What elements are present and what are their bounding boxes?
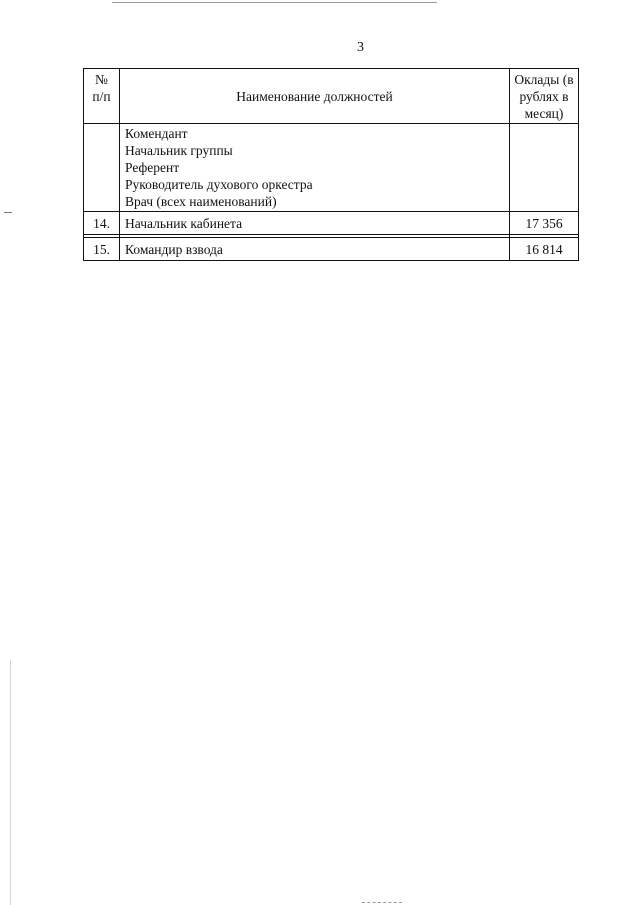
group-names-cell bbox=[120, 124, 510, 212]
group-salary-cell bbox=[510, 124, 579, 212]
position-name: Комендант bbox=[125, 126, 188, 141]
header-name bbox=[120, 69, 510, 124]
header-number-label: № п/п bbox=[92, 72, 111, 104]
position-name: Руководитель духового оркестра bbox=[125, 177, 313, 192]
scan-edge-line bbox=[10, 660, 11, 905]
bottom-scan-mark bbox=[362, 902, 402, 904]
header-name-label: Наименование должностей bbox=[236, 88, 393, 104]
header-salary bbox=[510, 69, 579, 124]
position-name: Начальник группы bbox=[125, 143, 233, 158]
group-number-cell bbox=[84, 124, 120, 212]
table-header-row bbox=[84, 69, 579, 124]
header-salary-label: Оклады (в рублях в месяц) bbox=[514, 72, 574, 121]
position-name: Врач (всех наименований) bbox=[125, 194, 277, 209]
position-name: Референт bbox=[125, 160, 180, 175]
table-row bbox=[84, 238, 579, 261]
header-number bbox=[84, 69, 120, 124]
top-scan-rule bbox=[112, 2, 437, 3]
scan-speck bbox=[4, 212, 12, 213]
page-number: 3 bbox=[357, 40, 364, 55]
row-position-name: Начальник кабинета bbox=[120, 212, 510, 235]
row-number: 15. bbox=[84, 238, 120, 261]
row-salary: 17 356 bbox=[510, 212, 579, 235]
table-row bbox=[84, 124, 579, 212]
row-position-name: Командир взвода bbox=[120, 238, 510, 261]
row-number: 14. bbox=[84, 212, 120, 235]
positions-salary-table bbox=[83, 68, 579, 261]
table-row bbox=[84, 212, 579, 235]
row-salary: 16 814 bbox=[510, 238, 579, 261]
